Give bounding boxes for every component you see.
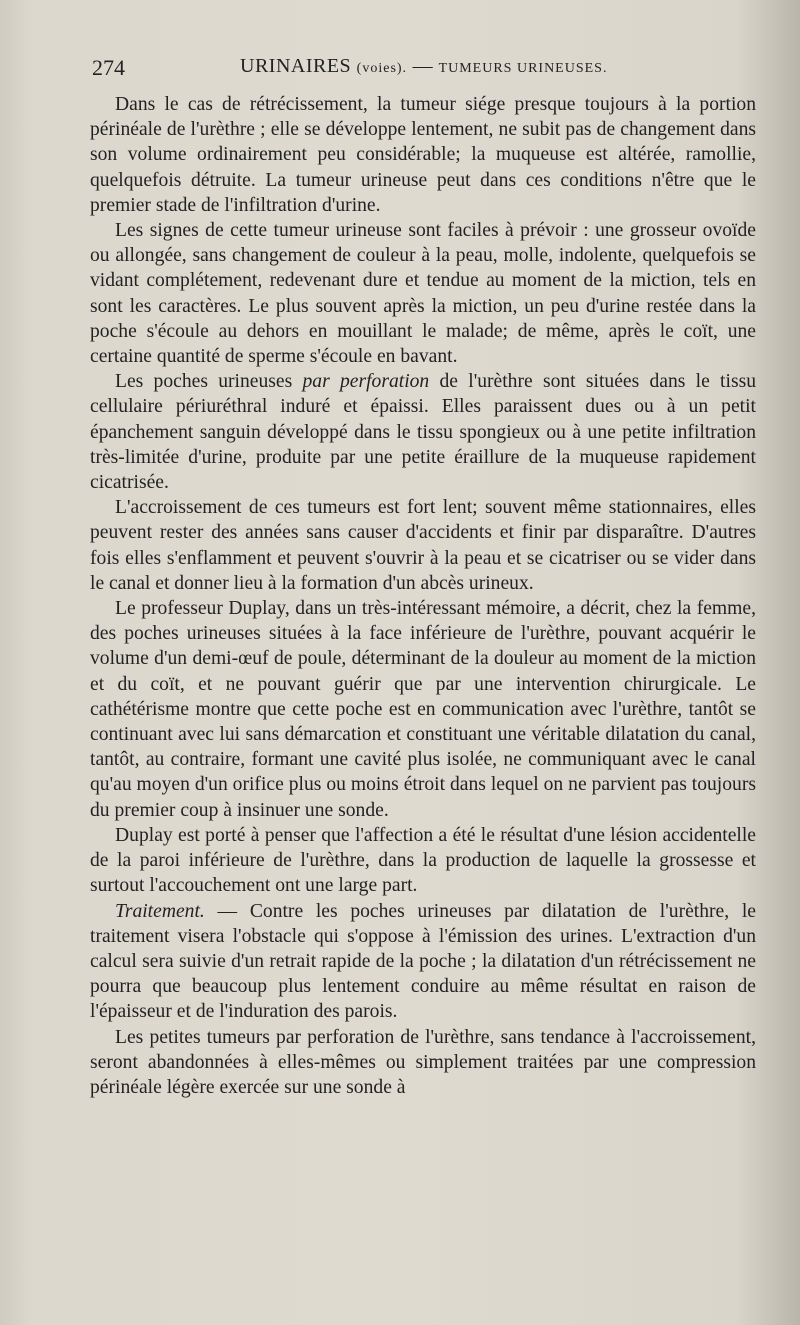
page-number: 274	[92, 55, 125, 80]
running-title-main: URINAIRES	[240, 55, 352, 77]
paragraph-text: Duplay est porté à penser que l'affection a été le résultat d'une lésion accidentelle de la paroi inférieure de l'urèthre, dans la production de laquelle la grossesse et surtout l'accouchement ont une large part.	[90, 824, 756, 897]
paragraph-duplay-memoire	[90, 596, 756, 823]
paragraph-text: Dans le cas de rétrécissement, la tumeur siége presque toujours à la portion périnéale de l'urèthre ; elle se développe lentement, ne subit pas de changement dans son volume ordinairement peu considérable; la muqueuse est altérée, ramollie, quelquefois détruite. La tumeur urineuse peut dans ces conditions n'être que le premier stade de l'infiltration d'urine.	[90, 94, 756, 216]
paragraph-text-after: de l'urèthre sont situées dans le tissu cellulaire périuréthral induré et épaissi. Elles paraissent dues ou à un petit épanchement sanguin développé dans le tissu spongieux ou à une petite infiltration très-limitée d'urine, produite par une petite éraillure de la muqueuse rapidement cicatrisée.	[90, 371, 756, 494]
paragraph-traitement	[90, 899, 756, 1025]
paragraph-text-after: — Contre les poches urineuses par dilatation de l'urèthre, le traitement visera l'obstacle qui s'oppose à l'émission des urines. L'extraction d'un calcul sera suivie d'un retrait rapide de la poche ; la dilatation d'un rétrécissement ne pourra que beaucoup plus lentement conduire au même résultat en raison de l'épaisseur et de l'induration des parois.	[90, 900, 756, 1023]
paragraph-signes	[90, 218, 756, 369]
running-title-sub: (voies).	[356, 61, 408, 76]
paragraph-text: Les signes de cette tumeur urineuse sont faciles à prévoir : une grosseur ovoïde ou allongée, sans changement de couleur à la peau, molle, indolente, quelquefois se vidant complétement, redevenant dure et tendue au moment de la miction, tels en sont les caractères. Le plus souvent après la miction, un peu d'urine restée dans la poche s'écoule au dehors en mouillant le malade; de même, après le coït, une certaine quantité de sperme s'écoule en bavant.	[90, 220, 756, 368]
paragraph-perforation	[90, 369, 756, 495]
paragraph-text: Le professeur Duplay, dans un très-intéressant mémoire, a décrit, chez la femme, des poches urineuses situées à la face inférieure de l'urèthre, pouvant acquérir le volume d'un demi-œuf de poule, déterminant de la douleur au moment de la miction et du coït, et ne pouvant guérir que par une intervention chirurgicale. Le cathétérisme montre que cette poche est en communication avec l'urèthre, tantôt se continuant avec lui sans démarcation et constituant une véritable dilatation du canal, tantôt, au contraire, formant une cavité plus isolée, ne communiquant avec le canal qu'au moyen d'un orifice plus ou moins étroit dans lequel on ne parvient pas toujours du premier coup à insinuer une sonde.	[90, 598, 756, 821]
body-text	[90, 92, 756, 1100]
paragraph-duplay-lesion	[90, 823, 756, 899]
paragraph-text-before: Les poches urineuses	[115, 371, 303, 393]
paragraph-accroissement	[90, 495, 756, 596]
running-title	[240, 55, 607, 78]
italic-term: par perforation	[302, 371, 430, 393]
paragraph-retrecissement	[90, 92, 756, 218]
running-title-section: TUMEURS URINEUSES.	[438, 61, 608, 76]
paragraph-text: L'accroissement de ces tumeurs est fort lent; souvent même stationnaires, elles peuvent rester des années sans causer d'accidents et finir par disparaître. D'autres fois elles s'enflamment et peuvent s'ouvrir à la peau et se cicatriser ou se vider dans le canal et donner lieu à la formation d'un abcès urineux.	[90, 497, 756, 594]
paragraph-text: Les petites tumeurs par perforation de l'urèthre, sans tendance à l'accroissement, seront abandonnées à elles-mêmes ou simplement traitées par une compression périnéale légère exercée sur une sonde à	[90, 1026, 756, 1098]
running-header	[92, 55, 760, 89]
running-title-dash: —	[412, 55, 434, 77]
section-heading-traitement: Traitement.	[115, 900, 205, 922]
paragraph-petites-tumeurs	[90, 1025, 756, 1101]
